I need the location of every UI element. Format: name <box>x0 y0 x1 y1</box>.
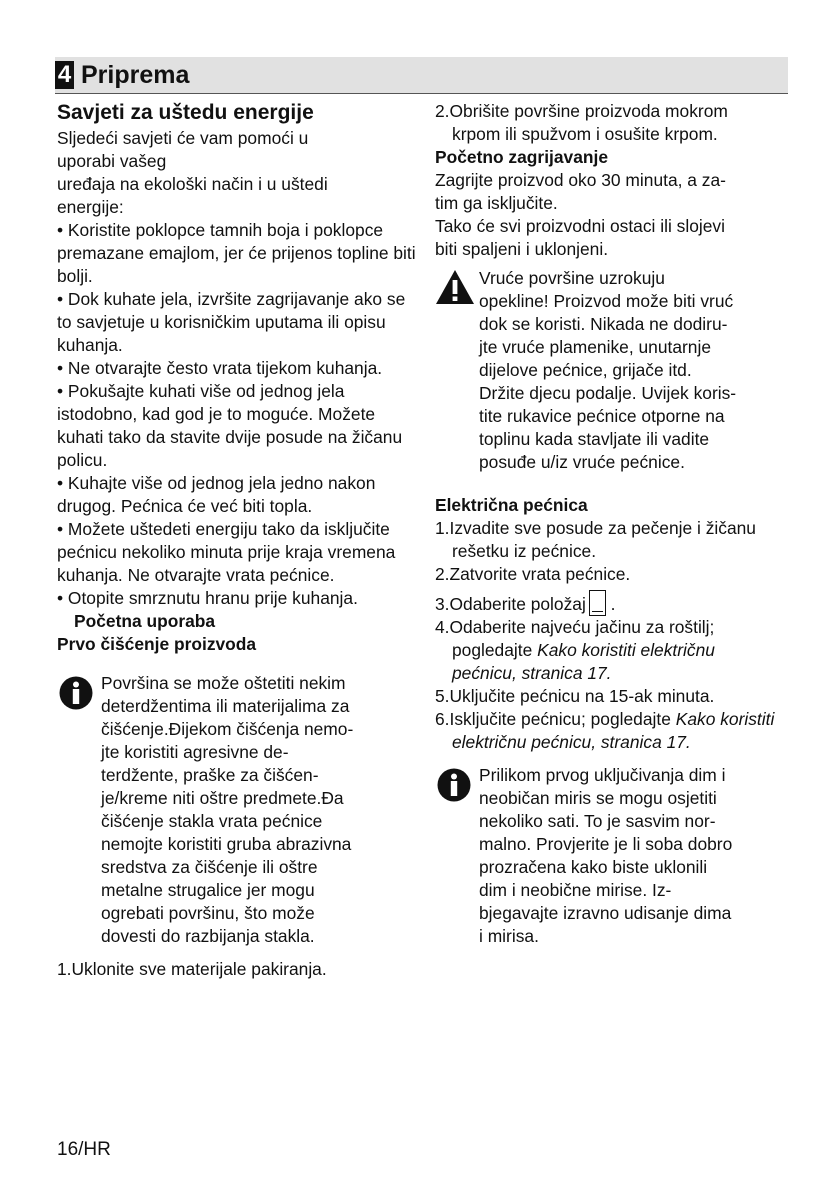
note-line: je/kreme niti oštre predmete.Đa <box>101 788 344 808</box>
energy-tips-title: Savjeti za uštedu energije <box>57 101 314 124</box>
intro-line: Sljedeći savjeti će vam pomoći u <box>57 128 309 148</box>
intro-line: energije: <box>57 197 124 217</box>
note-line: nemojte koristiti gruba abrazivna <box>101 834 352 854</box>
note-line: nekoliko sati. To je sasvim nor- <box>479 811 716 831</box>
energy-intro <box>57 127 417 219</box>
warning-line: posuđe u/iz vruće pećnice. <box>479 452 685 472</box>
warning-line: dijelove pećnice, grijače itd. <box>479 360 692 380</box>
tip-item: • Kuhajte više od jednog jela jedno nakon drugog. Pećnica će već biti topla. <box>57 473 376 516</box>
info-icon <box>59 676 93 710</box>
note-line: Površina se može oštetiti nekim <box>101 673 346 693</box>
note-line: jte koristiti agresivne de- <box>101 742 289 762</box>
chapter-number: 4 <box>55 61 74 89</box>
intro-line: uređaja na ekološki način i u uštedi <box>57 174 328 194</box>
chapter-header <box>55 57 788 94</box>
electric-oven-heading: Električna pećnica <box>435 495 588 515</box>
preheat-line: Zagrijte proizvod oko 30 minuta, a za- <box>435 170 726 190</box>
tip-item: • Možete uštedeti energiju tako da isključite pećnicu nekoliko minuta prije kraja vremena kuhanja. Ne otvarajte vrata pećnice. <box>57 519 396 585</box>
step-3-text: 3.Odaberite položaj <box>435 594 586 614</box>
left-column <box>57 100 417 981</box>
note-line: i mirisa. <box>479 926 539 946</box>
first-use-heading: Početna uporaba <box>74 611 216 631</box>
intro-line: uporabi vašeg <box>57 151 167 171</box>
tip-item: • Dok kuhate jela, izvršite zagrijavanje ako se to savjetuje u korisničkim uputama ili opisu kuhanja. <box>57 289 406 355</box>
electric-step-3 <box>435 590 780 616</box>
step-4-reference: Kako koristiti električnu pećnicu, stranica 17. <box>452 640 715 683</box>
tip-item: • Ne otvarajte često vrata tijekom kuhanja. <box>57 358 383 378</box>
note-line: malno. Provjerite je li soba dobro <box>479 834 733 854</box>
note-line: Prilikom prvog uključivanja dim i <box>479 765 726 785</box>
note-line: ogrebati površinu, što može <box>101 903 315 923</box>
warning-line: toplinu kada stavljate ili vadite <box>479 429 710 449</box>
step-4-text: 4.Odaberite najveću jačinu za roštilj; pogledajte <box>435 617 715 660</box>
electric-step-6 <box>435 708 780 754</box>
preheat-heading: Početno zagrijavanje <box>435 147 608 167</box>
step-6-reference: Kako koristiti električnu pećnicu, stranica 17. <box>452 709 775 752</box>
tip-item: • Koristite poklopce tamnih boja i poklopce premazane emajlom, jer će prijenos topline biti bolji. <box>57 220 416 286</box>
warning-line: opekline! Proizvod može biti vruć <box>479 291 734 311</box>
electric-step-1: 1.Izvadite sve posude za pečenje i žičanu rešetku iz pećnice. <box>435 518 756 561</box>
tip-item: • Otopite smrznutu hranu prije kuhanja. <box>57 588 358 608</box>
warning-line: tite rukavice pećnice otporne na <box>479 406 725 426</box>
note-line: prozračena kako biste uklonili <box>479 857 708 877</box>
info-note-first-use <box>435 764 780 948</box>
page-number: 16/HR <box>57 1139 111 1160</box>
warning-line: dok se koristi. Nikada ne dodiru- <box>479 314 728 334</box>
warning-line: jte vruće plamenike, unutarnje <box>479 337 712 357</box>
electric-step-4 <box>435 616 780 685</box>
warning-line: Držite djecu podalje. Uvijek koris- <box>479 383 737 403</box>
info-icon <box>437 768 471 802</box>
note-line: sredstva za čišćenje ili oštre <box>101 857 318 877</box>
step-3-end: . <box>610 594 616 614</box>
right-column <box>435 100 780 948</box>
info-note-cleaning <box>57 672 417 948</box>
note-line: deterdžentima ili materijalima za <box>101 696 350 716</box>
warning-note-hot-surfaces <box>435 267 780 474</box>
preheat-line: tim ga isključite. <box>435 193 558 213</box>
note-line: terdžente, praške za čišćen- <box>101 765 319 785</box>
electric-step-2: 2.Zatvorite vrata pećnice. <box>435 564 631 584</box>
preheat-line: biti spaljeni i uklonjeni. <box>435 239 609 259</box>
chapter-title: Priprema <box>81 61 190 89</box>
warning-line: Vruće površine uzrokuju <box>479 268 665 288</box>
tip-item: • Pokušajte kuhati više od jednog jela istodobno, kad god je to moguće. Možete kuhati tako da stavite dvije posude na žičanu policu. <box>57 381 403 470</box>
note-line: čišćenje stakla vrata pećnice <box>101 811 323 831</box>
note-line: neobičan miris se mogu osjetiti <box>479 788 717 808</box>
note-line: bjegavajte izravno udisanje dima <box>479 903 732 923</box>
electric-step-5: 5.Uključite pećnicu na 15-ak minuta. <box>435 686 715 706</box>
cleaning-heading: Prvo čišćenje proizvoda <box>57 634 257 654</box>
warning-triangle-icon <box>435 269 475 305</box>
step-1: 1.Uklonite sve materijale pakiranja. <box>57 959 327 979</box>
step-2: 2.Obrišite površine proizvoda mokrom krpom ili spužvom i osušite krpom. <box>435 101 728 144</box>
step-6-text: 6.Isključite pećnicu; pogledajte <box>435 709 671 729</box>
oven-position-icon <box>589 590 606 616</box>
note-line: dovesti do razbijanja stakla. <box>101 926 315 946</box>
note-line: čišćenje.Đijekom čišćenja nemo- <box>101 719 354 739</box>
note-line: dim i neobične mirise. Iz- <box>479 880 672 900</box>
preheat-line: Tako će svi proizvodni ostaci ili slojevi <box>435 216 725 236</box>
note-line: metalne strugalice jer mogu <box>101 880 315 900</box>
